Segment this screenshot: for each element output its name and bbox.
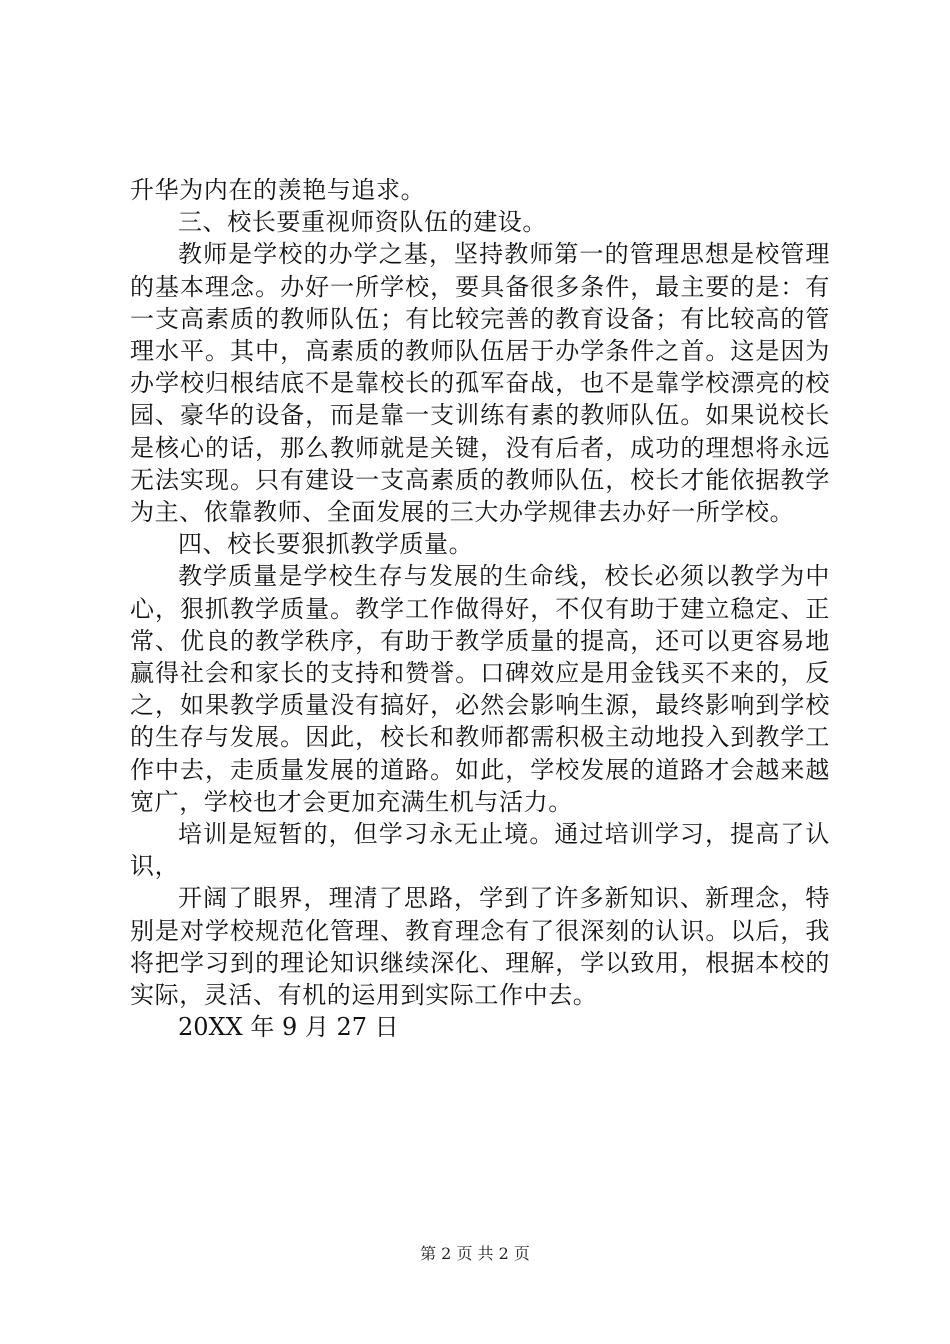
page-footer: 第 2 页 共 2 页: [420, 1244, 530, 1263]
section-heading-3: 三、校长要重视师资队伍的建设。: [178, 208, 547, 237]
paragraph-teaching-quality: 教学质量是学校生存与发展的生命线，校长必须以教学为中心，狠抓教学质量。教学工作做得好，不仅有助于建立稳定、正常、优良的教学秩序，有助于教学质量的提高，还可以更容易地赢得社会和家长的支持和赞誉。口碑效应是用金钱买不来的，反之，如果教学质量没有搞好，必然会影响生源，最终影响到学校的生存与发展。因此，校长和教师都需积极主动地投入到教学工作中去，走质量发展的道路。如此，学校发展的道路才会越来越宽广，学校也才会更加充满生机与活力。: [130, 562, 830, 816]
paragraph-conclusion: 开阔了眼界，理清了思路，学到了许多新知识、新理念，特别是对学校规范化管理、教育理念有了很深刻的认识。以后，我将把学习到的理论知识继续深化、理解，学以致用，根据本校的实际，灵活、有机的运用到实际工作中去。: [130, 884, 830, 1010]
paragraph-continuation: 升华为内在的羡艳与追求。: [130, 176, 426, 204]
section-heading-4: 四、校长要狠抓教学质量。: [178, 530, 474, 559]
paragraph-teachers: 教师是学校的办学之基，坚持教师第一的管理思想是校管理的基本理念。办好一所学校，要具备很多条件，最主要的是：有一支高素质的教师队伍；有比较完善的教育设备；有比较高的管理水平。其中，高素质的教师队伍居于办学条件之首。这是因为办学校归根结底不是靠校长的孤军奋战，也不是靠学校漂亮的校园、豪华的设备，而是靠一支训练有素的教师队伍。如果说校长是核心的话，那么教师就是关键，没有后者，成功的理想将永远无法实现。只有建设一支高素质的教师队伍，校长才能依据教学为主、依靠教师、全面发展的三大办学规律去办好一所学校。: [130, 240, 830, 527]
paragraph-training: 培训是短暂的，但学习永无止境。通过培训学习，提高了认识，: [130, 820, 830, 881]
document-date: 20XX 年 9 月 27 日: [178, 1013, 399, 1042]
document-body: [130, 174, 830, 1043]
